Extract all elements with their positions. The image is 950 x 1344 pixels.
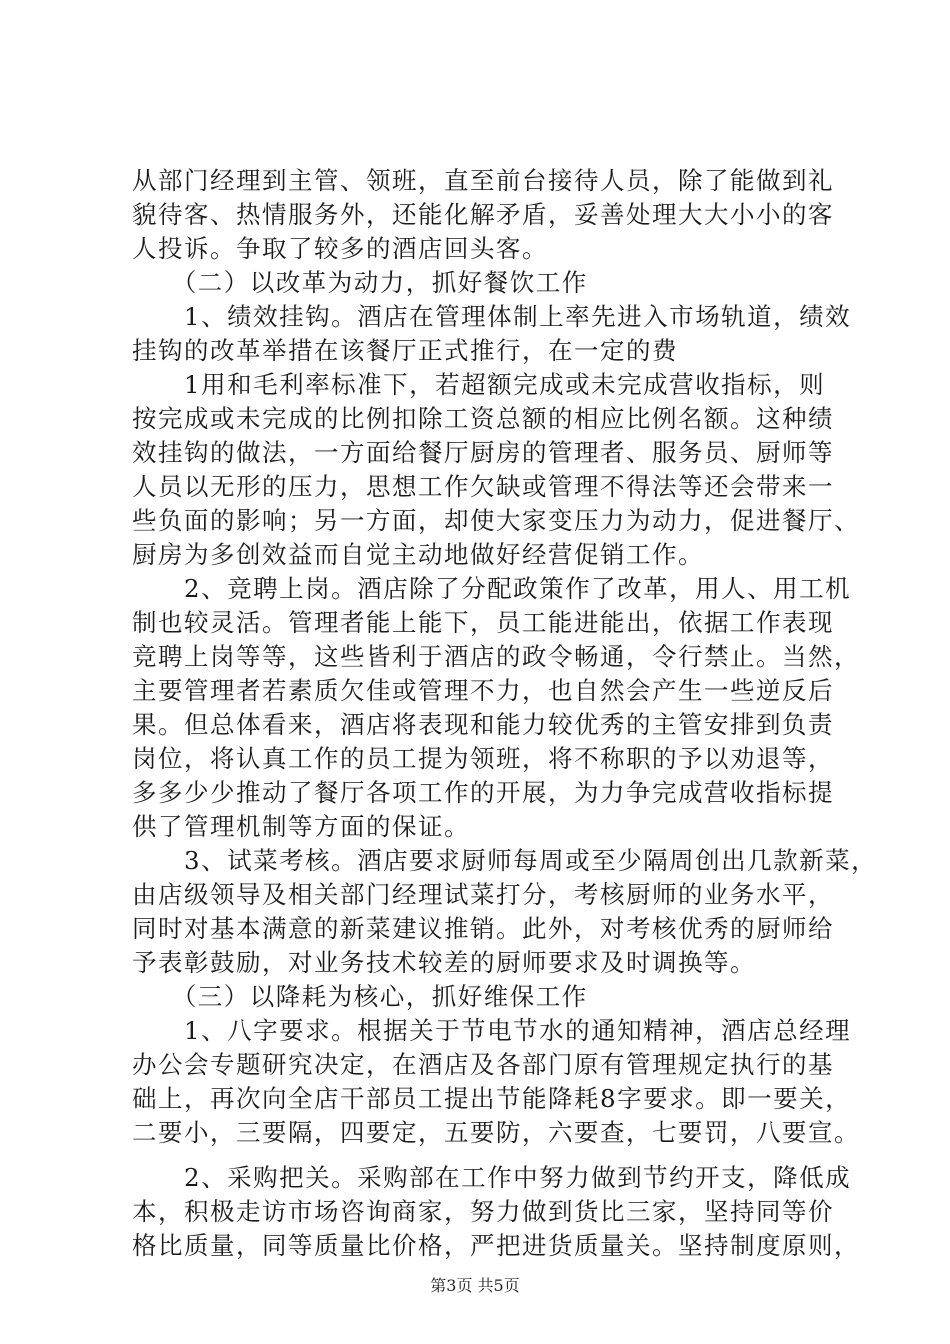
text-line: 办公会专题研究决定，在酒店及各部门原有管理规定执行的基 [132,1050,834,1079]
text-line: 格比质量，同等质量比价格，严把进货质量关。坚持制度原则， [132,1231,860,1260]
text-line: 从部门经理到主管、领班，直至前台接待人员，除了能做到礼 [132,166,834,195]
text-line: 人投诉。争取了较多的酒店回头客。 [132,234,548,263]
text-line: 多多少少推动了餐厅各项工作的开展，为力争完成营收指标提 [132,778,834,807]
text-line: 挂钩的改革举措在该餐厅正式推行，在一定的费 [132,336,678,365]
text-line: 二要小，三要隔，四要定，五要防，六要查，七要罚，八要宣。 [132,1118,860,1147]
text-line: 供了管理机制等方面的保证。 [132,812,470,841]
text-line: 予表彰鼓励，对业务技术较差的厨师要求及时调换等。 [132,948,756,977]
section-heading: （三）以降耗为核心，抓好维保工作 [132,982,588,1011]
text-line: 果。但总体看来，酒店将表现和能力较优秀的主管安排到负责 [132,710,834,739]
page-footer: 第3页 共5页 [430,1276,520,1295]
text-line: 貌待客、热情服务外，还能化解矛盾，妥善处理大大小小的客 [132,200,834,229]
text-line: 按完成或未完成的比例扣除工资总额的相应比例名额。这种绩 [132,404,834,433]
text-line: 1用和毛利率标准下，若超额完成或未完成营收指标，则 [132,370,826,399]
text-line: 1、八字要求。根据关于节电节水的通知精神，酒店总经理 [132,1016,852,1045]
text-line: 1、绩效挂钩。酒店在管理体制上率先进入市场轨道，绩效 [132,302,852,331]
text-line: 些负面的影响；另一方面，却使大家变压力为动力，促进餐厅、 [132,506,860,535]
text-line: 由店级领导及相关部门经理试菜打分，考核厨师的业务水平， [132,880,834,909]
text-line: 竞聘上岗等等，这些皆利于酒店的政令畅通，令行禁止。当然， [132,642,860,671]
text-line: 厨房为多创效益而自觉主动地做好经营促销工作。 [132,540,704,569]
text-line: 础上，再次向全店干部员工提出节能降耗8字要求。即一要关， [132,1084,852,1113]
text-line: 3、试菜考核。酒店要求厨师每周或至少隔周创出几款新菜， [132,846,878,875]
text-line: 人员以无形的压力，思想工作欠缺或管理不得法等还会带来一 [132,472,834,501]
text-line: 效挂钩的做法，一方面给餐厅厨房的管理者、服务员、厨师等 [132,438,834,467]
text-line: 岗位，将认真工作的员工提为领班，将不称职的予以劝退等， [132,744,834,773]
text-line: 2、竞聘上岗。酒店除了分配政策作了改革，用人、用工机 [132,574,852,603]
text-line: 制也较灵活。管理者能上能下，员工能进能出，依据工作表现 [132,608,834,637]
text-line: 本，积极走访市场咨询商家，努力做到货比三家，坚持同等价 [132,1197,834,1226]
text-line: 2、采购把关。采购部在工作中努力做到节约开支，降低成 [132,1163,852,1192]
section-heading: （二）以改革为动力，抓好餐饮工作 [132,268,588,297]
text-line: 主要管理者若素质欠佳或管理不力，也自然会产生一些逆反后 [132,676,834,705]
text-line: 同时对基本满意的新菜建议推销。此外，对考核优秀的厨师给 [132,914,834,943]
